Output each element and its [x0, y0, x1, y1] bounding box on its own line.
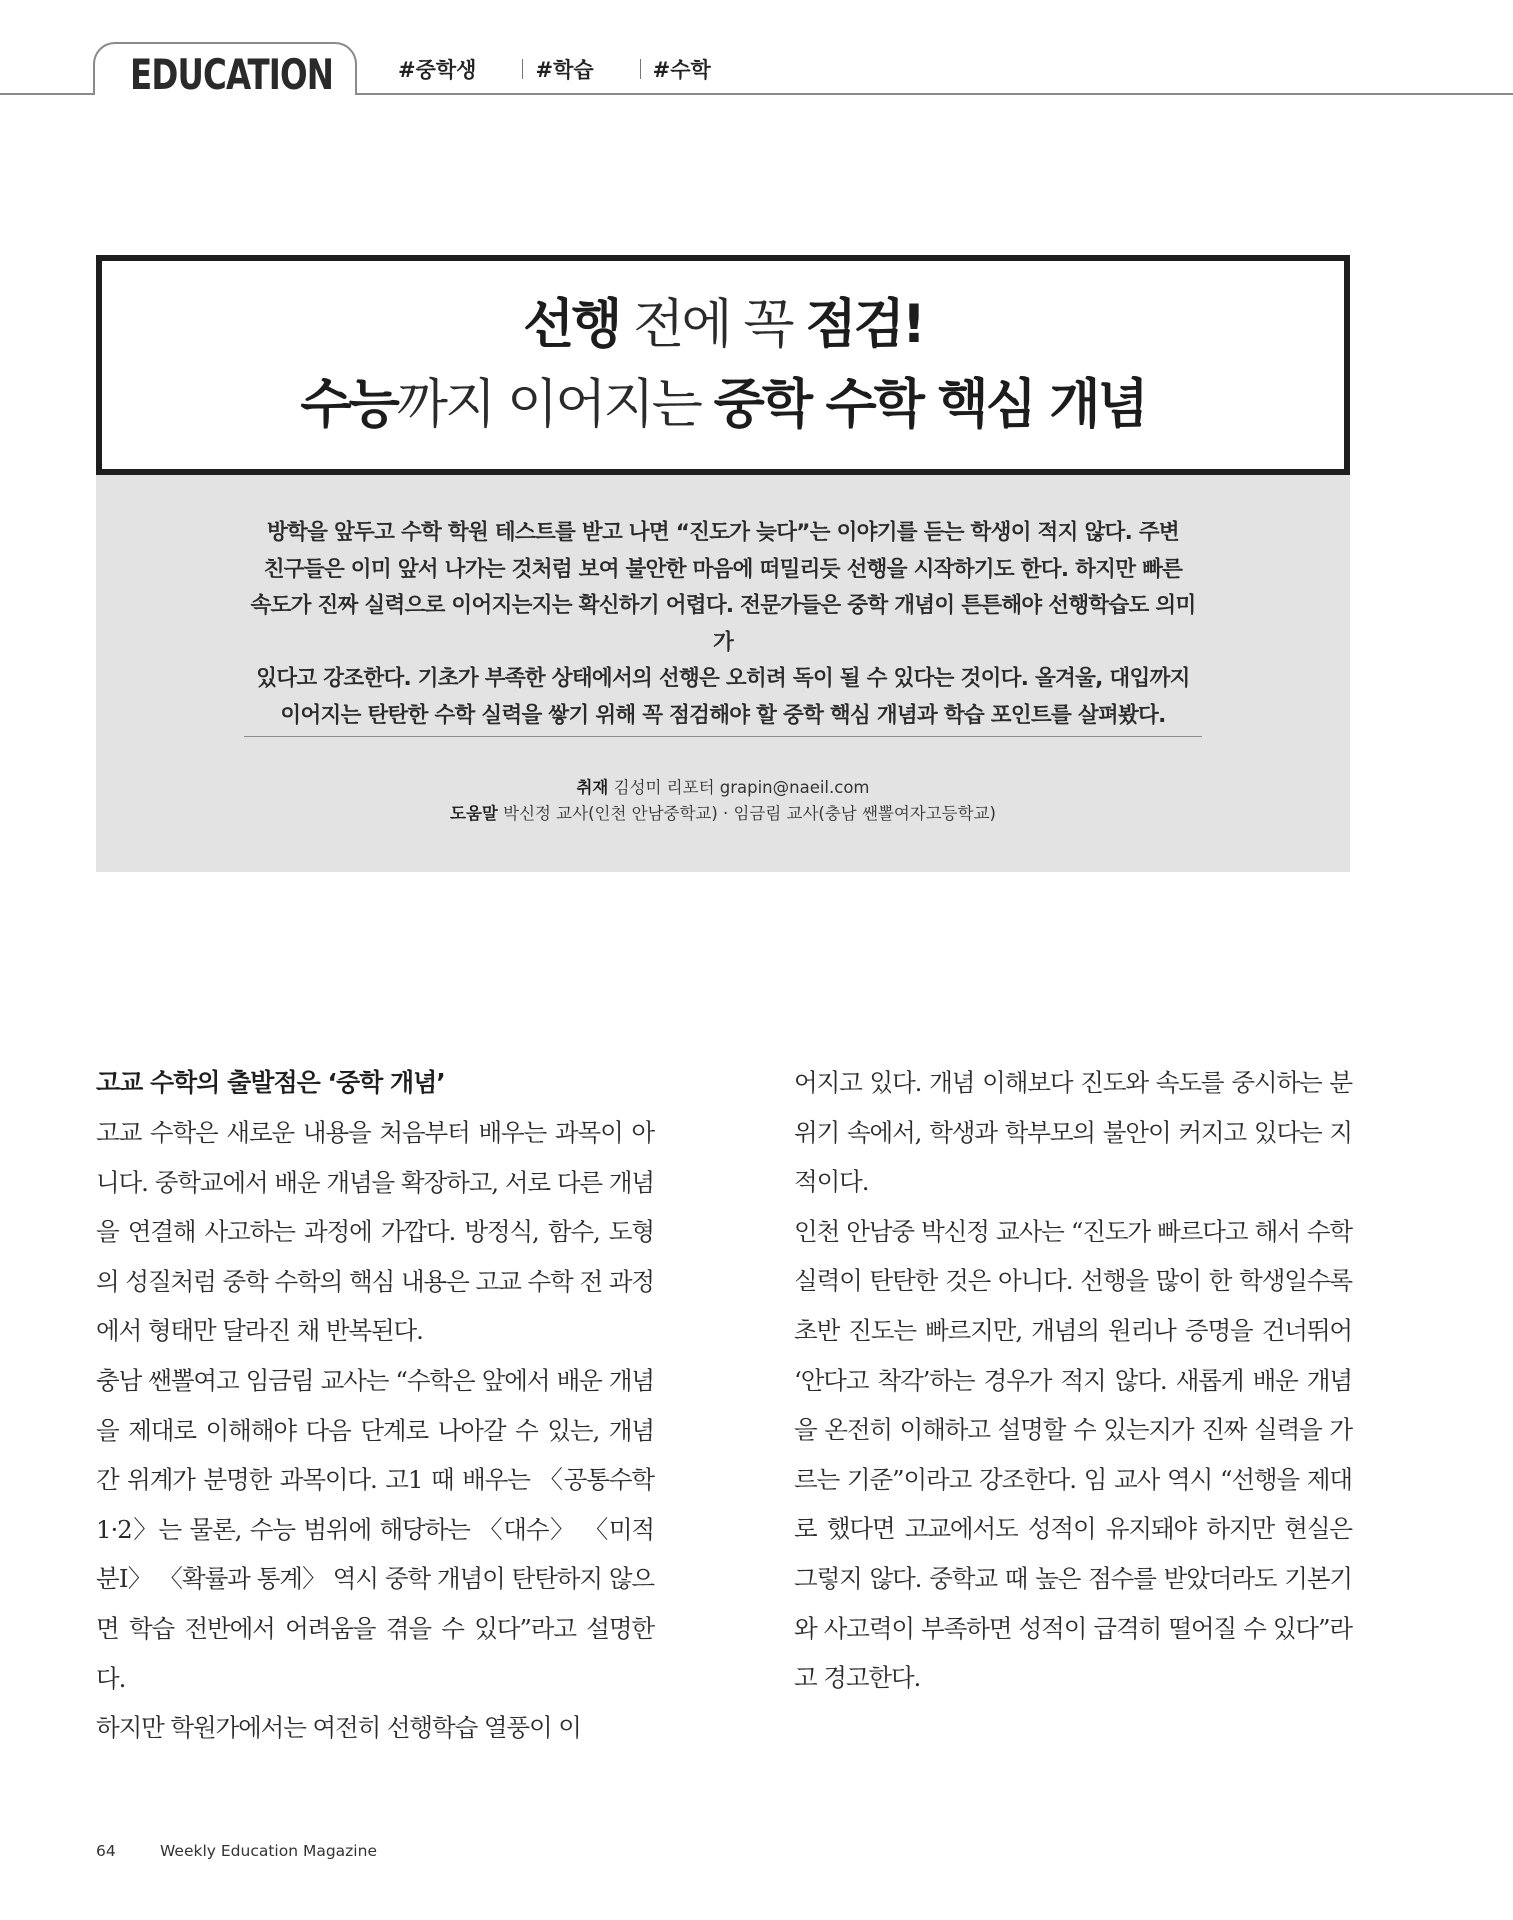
- tag-divider: [522, 59, 523, 79]
- title-box: [96, 255, 1350, 475]
- credit-reporter-value: 김성미 리포터 grapin@naeil.com: [613, 778, 870, 797]
- lead-line: 방학을 앞두고 수학 학원 테스트를 받고 나면 “진도가 늦다”는 이야기를 듣는 학생이 적지 않다. 주변: [266, 520, 1179, 545]
- lead-line: 있다고 강조한다. 기초가 부족한 상태에서의 선행은 오히려 독이 될 수 있다는 것이다. 올겨울, 대입까지: [256, 666, 1190, 691]
- lead-divider: [244, 736, 1202, 737]
- tag-list: [398, 54, 711, 84]
- title-line-2: [300, 365, 1145, 445]
- title-segment: 수능: [300, 374, 397, 435]
- magazine-name: Weekly Education Magazine: [160, 1842, 377, 1860]
- credit-help-label: 도움말: [450, 804, 498, 823]
- article-paragraph: 하지만 학원가에서는 여전히 선행학습 열풍이 이: [96, 1713, 581, 1743]
- tag-math: #수학: [652, 58, 711, 82]
- lead-line: 이어지는 탄탄한 수학 실력을 쌓기 위해 꼭 점검해야 할 중학 핵심 개념과 학습 포인트를 살펴봤다.: [280, 702, 1166, 728]
- title-segment: 선행: [522, 294, 620, 355]
- tag-divider: [640, 59, 641, 79]
- article-subhead: 고교 수학의 출발점은 ‘중학 개념’: [96, 1068, 445, 1097]
- title-segment: 전에 꼭: [619, 294, 806, 355]
- credit-help-value: 박신정 교사(인천 안남중학교) · 임금림 교사(충남 쌘뽈여자고등학교): [503, 804, 996, 823]
- article-paragraph: 고교 수학은 새로운 내용을 처음부터 배우는 과목이 아니다. 중학교에서 배운 개념을 확장하고, 서로 다른 개념을 연결해 사고하는 과정에 가깝다. 방정식, 함수, 도형의 성질처럼 중학 수학의 핵심 내용은 고교 수학 전 과정에서 형태만 달라진 채 반복된다.: [96, 1118, 654, 1346]
- lead-line: 속도가 진짜 실력으로 이어지는지는 확신하기 어렵다. 전문가들은 중학 개념이 튼튼해야 선행학습도 의미가: [250, 593, 1196, 655]
- page-footer: [96, 1842, 377, 1860]
- title-segment: 중학 수학 핵심 개념: [713, 374, 1146, 435]
- section-label: EDUCATION: [130, 50, 334, 99]
- article-column-left: [96, 1058, 654, 1753]
- tag-study: #학습: [535, 58, 594, 82]
- credit-reporter-label: 취재: [576, 778, 609, 797]
- credits: [246, 775, 1200, 827]
- article-paragraph: 어지고 있다. 개념 이해보다 진도와 속도를 중시하는 분위기 속에서, 학생과 학부모의 불안이 커지고 있다는 지적이다.: [794, 1068, 1352, 1197]
- page-number: 64: [96, 1842, 116, 1860]
- article-paragraph: 충남 쌘뽈여고 임금림 교사는 “수학은 앞에서 배운 개념을 제대로 이해해야 다음 단계로 나아갈 수 있는, 개념 간 위계가 분명한 과목이다. 고1 때 배우는 〈공통수학1·2〉는 물론, 수능 범위에 해당하는 〈대수〉 〈미적분Ⅰ〉 〈확률과 통계〉 역시 중학 개념이 탄탄하지 않으면 학습 전반에서 어려움을 겪을 수 있다”라고 설명한다.: [96, 1365, 654, 1693]
- article-paragraph: 인천 안남중 박신정 교사는 “진도가 빠르다고 해서 수학 실력이 탄탄한 것은 아니다. 선행을 많이 한 학생일수록 초반 진도는 빠르지만, 개념의 원리나 증명을 건너뛰어 ‘안다고 착각’하는 경우가 적지 않다. 새롭게 배운 개념을 온전히 이해하고 설명할 수 있는지가 진짜 실력을 가르는 기준”이라고 강조한다. 임 교사 역시 “선행을 제대로 했다면 고교에서도 성적이 유지돼야 하지만 현실은 그렇지 않다. 중학교 때 높은 점수를 받았더라도 기본기와 사고력이 부족하면 성적이 급격히 떨어질 수 있다”라고 경고한다.: [794, 1216, 1352, 1693]
- credit-help: [246, 801, 1200, 827]
- title-segment: 까지 이어지는: [396, 374, 714, 435]
- tag-middle-school: #중학생: [398, 58, 477, 82]
- lead-box: [96, 475, 1350, 872]
- article-column-right: [794, 1058, 1352, 1703]
- title-segment: 점검!: [805, 294, 924, 355]
- title-line-1: [523, 285, 923, 365]
- lead-line: 친구들은 이미 앞서 나가는 것처럼 보여 불안한 마음에 떠밀리듯 선행을 시작하기도 한다. 하지만 빠른: [263, 556, 1183, 582]
- credit-reporter: [246, 775, 1200, 801]
- lead-text: [246, 515, 1200, 734]
